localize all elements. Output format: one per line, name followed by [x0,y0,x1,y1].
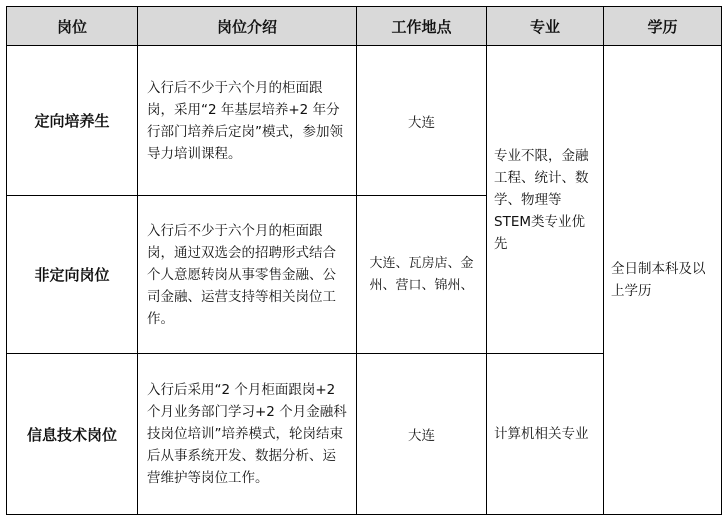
work-location: 大连、瓦房店、金州、营口、锦州、 [357,196,487,354]
table-row [7,46,722,196]
header-intro: 岗位介绍 [138,7,357,46]
position-intro: 入行后不少于六个月的柜面跟岗，通过双选会的招聘形式结合个人意愿转岗从事零售金融、公司金融、运营支持等相关岗位工作。 [138,196,357,354]
work-location: 大连 [357,46,487,196]
position-name: 非定向岗位 [7,196,138,354]
header-major: 专业 [487,7,604,46]
major-requirement: 专业不限，金融工程、统计、数学、物理等STEM类专业优先 [487,46,604,354]
header-row [7,7,722,46]
position-name: 信息技术岗位 [7,354,138,515]
table-body [7,46,722,515]
work-location: 大连 [357,354,487,515]
education-requirement: 全日制本科及以上学历 [604,46,722,515]
job-positions-table [6,6,722,515]
position-name: 定向培养生 [7,46,138,196]
header-position: 岗位 [7,7,138,46]
major-requirement: 计算机相关专业 [487,354,604,515]
header-education: 学历 [604,7,722,46]
position-intro: 入行后采用“2 个月柜面跟岗+2 个月业务部门学习+2 个月金融科技岗位培训”培养模式，轮岗结束后从事系统开发、数据分析、运营维护等岗位工作。 [138,354,357,515]
header-location: 工作地点 [357,7,487,46]
position-intro: 入行后不少于六个月的柜面跟岗，采用“2 年基层培养+2 年分行部门培养后定岗”模式，参加领导力培训课程。 [138,46,357,196]
table-header [7,7,722,46]
